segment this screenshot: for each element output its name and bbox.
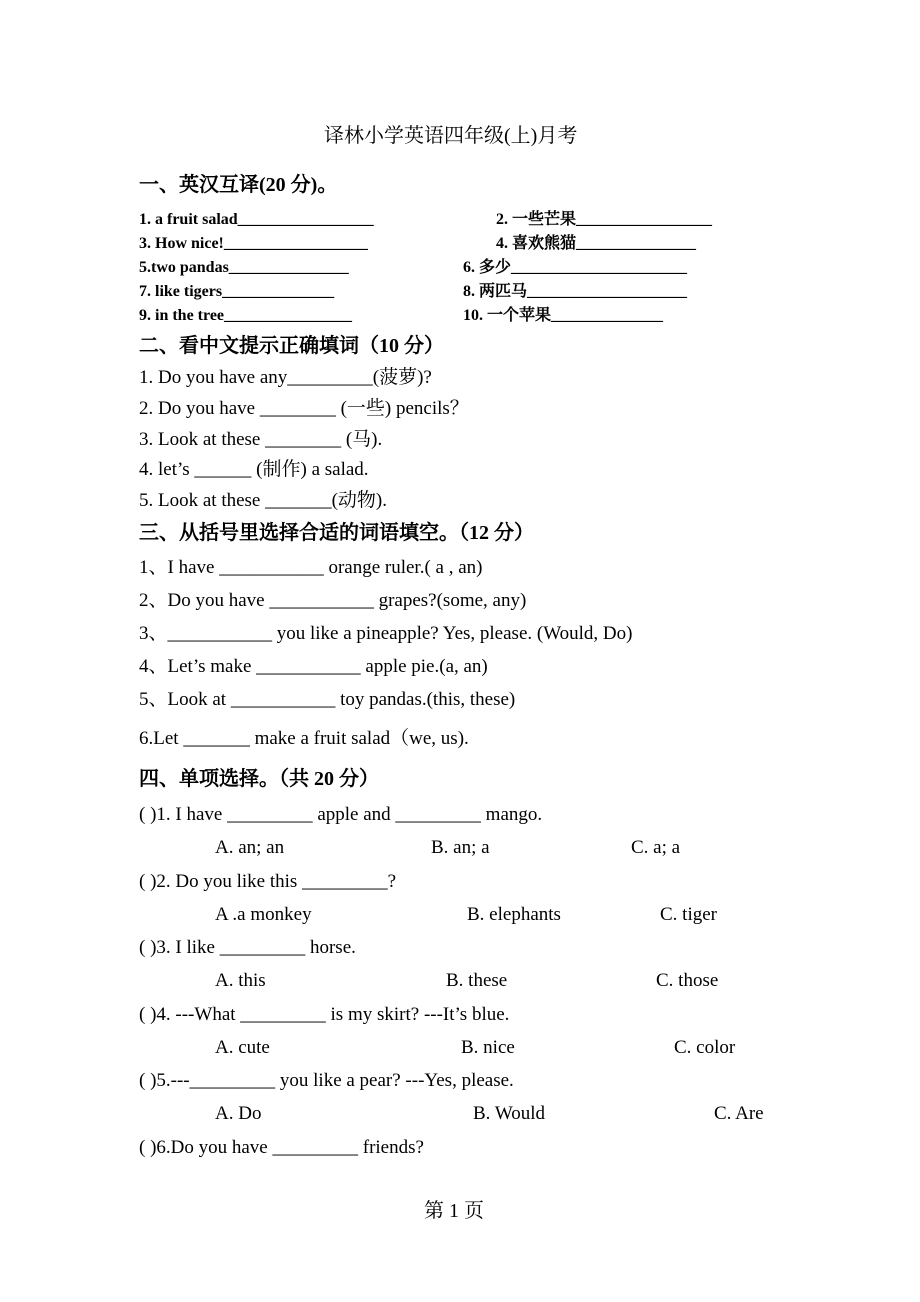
s4-q4-option-c: C. color [674, 1037, 736, 1058]
s4-q3-option-a: A. this [215, 970, 266, 991]
section2-heading: 二、看中文提示正确填词（10 分） [139, 335, 444, 357]
page-title: 译林小学英语四年级(上)月考 [324, 125, 578, 147]
s1-item-6: 6. 多少______________________ [463, 259, 688, 276]
s4-q2-stem: ( )2. Do you like this _________? [139, 871, 397, 892]
s1-item-7: 7. like tigers______________ [139, 283, 335, 300]
page-number: 第 1 页 [424, 1200, 484, 1222]
s4-q5-option-c: C. Are [714, 1103, 764, 1124]
s1-item-3: 3. How nice!__________________ [139, 235, 368, 252]
s4-q4-stem: ( )4. ---What _________ is my skirt? ---It’s blue. [139, 1004, 510, 1025]
s2-item-2: 2. Do you have ________ (一些) pencils？ [139, 398, 469, 419]
s4-q5-option-b: B. Would [473, 1103, 546, 1124]
s3-item-5: 5、Look at ___________ toy pandas.(this, these) [139, 689, 516, 710]
s4-q4-option-a: A. cute [215, 1037, 270, 1058]
s4-q6-stem: ( )6.Do you have _________ friends? [139, 1137, 424, 1158]
s3-item-1: 1、I have ___________ orange ruler.( a , an) [139, 557, 483, 578]
s3-item-4: 4、Let’s make ___________ apple pie.(a, an) [139, 656, 488, 677]
s1-item-9: 9. in the tree________________ [139, 307, 353, 324]
s4-q4-option-b: B. nice [461, 1037, 515, 1058]
s1-item-1: 1. a fruit salad_________________ [139, 211, 374, 228]
s2-item-3: 3. Look at these ________ (马). [139, 429, 383, 450]
section3-heading: 三、从括号里选择合适的词语填空。（12 分） [139, 522, 534, 544]
s1-item-10: 10. 一个苹果______________ [463, 307, 664, 324]
section1-heading: 一、英汉互译(20 分)。 [139, 174, 338, 196]
s4-q1-option-c: C. a; a [631, 837, 681, 858]
s1-item-2: 2. 一些芒果_________________ [496, 211, 713, 228]
s1-item-4: 4. 喜欢熊猫_______________ [496, 235, 697, 252]
s4-q2-option-a: A .a monkey [215, 904, 312, 925]
s1-item-8: 8. 两匹马____________________ [463, 283, 688, 300]
s3-item-6: 6.Let _______ make a fruit salad（we, us). [139, 728, 469, 749]
s4-q1-option-b: B. an; a [431, 837, 490, 858]
s4-q3-stem: ( )3. I like _________ horse. [139, 937, 356, 958]
s4-q2-option-b: B. elephants [467, 904, 561, 925]
s2-item-4: 4. let’s ______ (制作) a salad. [139, 459, 369, 480]
s4-q5-stem: ( )5.---_________ you like a pear? ---Yes, please. [139, 1070, 514, 1091]
s4-q1-stem: ( )1. I have _________ apple and _________ mango. [139, 804, 543, 825]
s4-q3-option-b: B. these [446, 970, 508, 991]
s2-item-5: 5. Look at these _______(动物). [139, 490, 388, 511]
s1-item-5: 5.two pandas_______________ [139, 259, 349, 276]
s4-q2-option-c: C. tiger [660, 904, 717, 925]
s3-item-2: 2、Do you have ___________ grapes?(some, any) [139, 590, 527, 611]
s4-q3-option-c: C. those [656, 970, 719, 991]
s4-q5-option-a: A. Do [215, 1103, 262, 1124]
section4-heading: 四、单项选择。（共 20 分） [139, 768, 379, 790]
s4-q1-option-a: A. an; an [215, 837, 285, 858]
s3-item-3: 3、___________ you like a pineapple? Yes, please. (Would, Do) [139, 623, 633, 644]
s2-item-1: 1. Do you have any_________(菠萝)? [139, 367, 432, 388]
